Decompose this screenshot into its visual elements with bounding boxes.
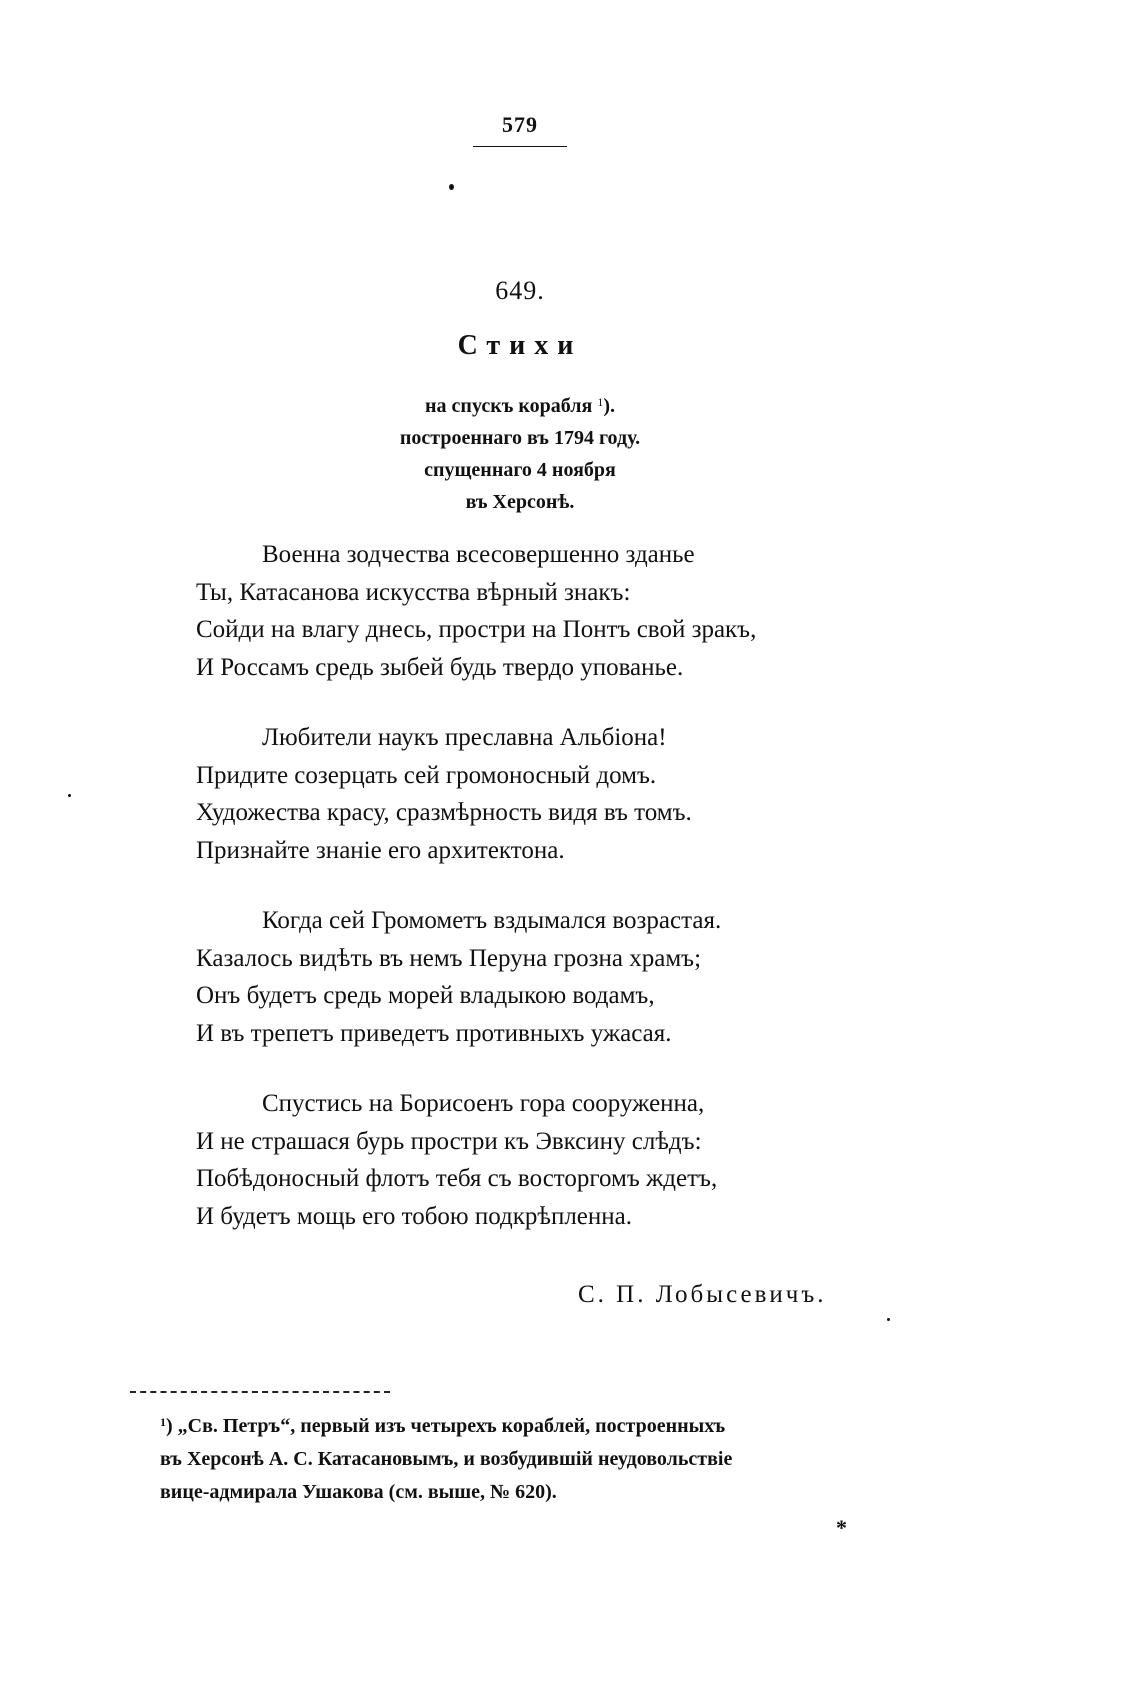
stanza: [196, 536, 876, 686]
verse-line: Придите созерцать сей громоносный домъ.: [196, 761, 657, 789]
author-signature: С. П. Лобысевичъ.: [578, 1281, 827, 1308]
verse-line: Спустись на Борисоенъ гора сооруженна,: [262, 1090, 705, 1117]
subtitle-line: [300, 386, 740, 422]
poem-title: Стихи: [457, 330, 583, 361]
footnote-reference: 1: [597, 395, 604, 409]
verse-line: И будетъ мощь его тобою подкрѣпленна.: [196, 1202, 633, 1230]
stanza: [196, 1085, 876, 1235]
poem-subtitle: [300, 386, 740, 518]
footnote-line: [160, 1406, 920, 1443]
footnote-text: ) „Св. Петръ“, первый изъ четырехъ кораблей, построенныхъ: [166, 1415, 726, 1437]
ink-speck: [68, 794, 71, 797]
verse-line: Казалось видѣть въ немъ Перуна грозна храмъ;: [196, 944, 702, 972]
footnote: [160, 1406, 920, 1509]
subtitle-text-end: ).: [603, 395, 615, 417]
stanza: [196, 719, 876, 869]
page-number-rule: [473, 146, 567, 147]
stanza: [196, 902, 876, 1052]
subtitle-line: спущеннаго 4 ноября: [424, 459, 616, 481]
subtitle-text: на спускъ корабля: [425, 395, 593, 417]
asterisk-mark: *: [836, 1515, 847, 1540]
verse-line: И Россамъ средь зыбей будь твердо упованье.: [196, 653, 684, 681]
verse-line: Ты, Катасанова искусства вѣрный знакъ:: [196, 578, 631, 606]
document-number: 649.: [495, 276, 545, 305]
verse-line: Военна зодчества всесовершенно зданье: [262, 541, 695, 568]
verse-line: Когда сей Громометъ вздымался возрастая.: [262, 907, 722, 934]
verse-line: Онъ будетъ средь морей владыкою водамъ,: [196, 982, 655, 1009]
verse-line: Побѣдоносный флотъ тебя съ восторгомъ ждетъ,: [196, 1165, 718, 1192]
verse-line: Признайте знаніе его архитектона.: [196, 836, 565, 864]
footnote-line: вице-адмирала Ушакова (см. выше, № 620).: [160, 1481, 557, 1503]
verse-line: И въ трепетъ приведетъ противныхъ ужасая.: [196, 1019, 672, 1047]
page-number: 579: [502, 112, 538, 137]
footnote-line: въ Херсонѣ А. С. Катасановымъ, и возбудившій неудовольствіе: [160, 1448, 733, 1470]
footnote-mark: 1: [160, 1415, 166, 1429]
verse-line: И не страшася бурь простри къ Эвксину слѣдъ:: [196, 1127, 702, 1155]
ink-speck: [887, 1318, 890, 1321]
poem-body: [196, 536, 876, 1268]
subtitle-line: въ Херсонѣ.: [465, 491, 575, 513]
verse-line: Любители наукъ преславна Альбіона!: [262, 724, 667, 751]
subtitle-line: построеннаго въ 1794 году.: [399, 427, 641, 449]
verse-line: Художества красу, сразмѣрность видя въ томъ.: [196, 799, 692, 826]
footnote-rule: [130, 1391, 390, 1393]
ink-speck: [449, 184, 454, 190]
verse-line: Сойди на влагу днесь, простри на Понтъ свой зракъ,: [196, 616, 757, 643]
